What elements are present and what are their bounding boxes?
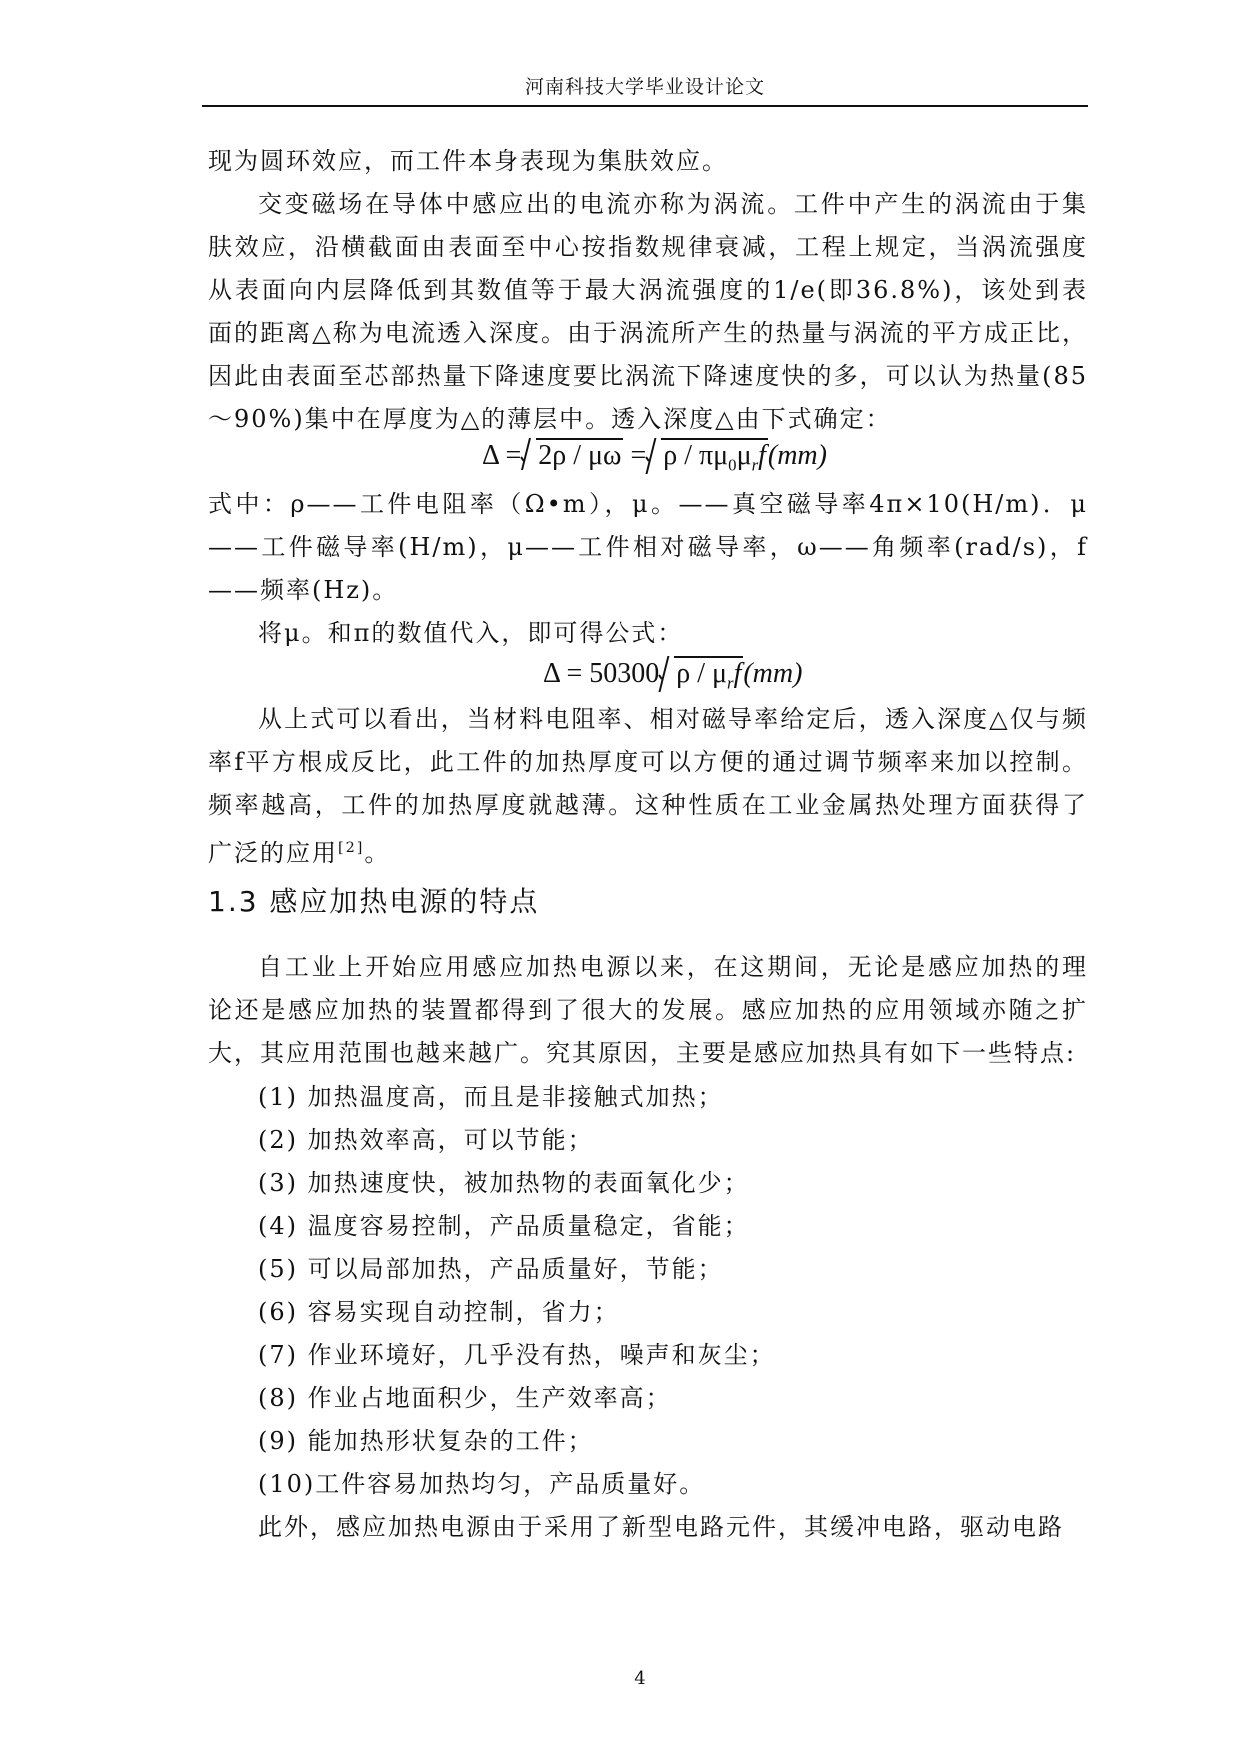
paragraph-eddy-current: 交变磁场在导体中感应出的电流亦称为涡流。工件中产生的涡流由于集肤效应，沿横截面由表面至中心按指数规律衰减，工程上规定，当涡流强度从表面向内层降低到其数值等于最大涡流强度的1/e(即36.8%)，该处到表面的距离△称为电流透入深度。由于涡流所产生的热量与涡流的平方成正比，因此由表面至芯部热量下降速度要比涡流下降速度快的多，可以认为热量(85～90%)集中在厚度为△的薄层中。透入深度△由下式确定： bbox=[208, 190, 1088, 433]
citation-ref: [2] bbox=[338, 840, 365, 856]
page-header: 河南科技大学毕业设计论文 bbox=[202, 72, 1088, 107]
features-list bbox=[258, 1076, 776, 1506]
paragraph-continuation: 现为圆环效应，而工件本身表现为集肤效应。 bbox=[208, 147, 728, 175]
formula-equals: = bbox=[505, 440, 522, 471]
formula-radicand-1: 2ρ / μω bbox=[538, 440, 622, 471]
page-number: 4 bbox=[634, 1668, 646, 1689]
formula2-lead: Δ = 50300 bbox=[543, 658, 660, 689]
list-item: (9) 能加热形状复杂的工件； bbox=[258, 1427, 594, 1455]
list-item: (3) 加热速度快，被加热物的表面氧化少； bbox=[258, 1169, 750, 1197]
sqrt-symbol-3 bbox=[659, 658, 743, 694]
list-item: (4) 温度容易控制，产品质量稳定，省能； bbox=[258, 1212, 750, 1240]
formula-simplified bbox=[543, 658, 802, 694]
paragraph-frequency-relation: 从上式可以看出，当材料电阻率、相对磁导率给定后，透入深度△仅与频率f平方根成反比，此工件的加热厚度可以方便的通过调节频率来加以控制。频率越高，工件的加热厚度就越薄。这种性质在工业金属热处理方面获得了广泛的应用[2]。 bbox=[208, 705, 1088, 867]
formula-radicand-2: ρ / $\pi\mu_0\mu_rf$ bbox=[663, 440, 766, 475]
sqrt-symbol-2 bbox=[646, 440, 768, 476]
formula-equals-2: = bbox=[630, 440, 647, 471]
formula-unit: (mm) bbox=[767, 440, 827, 471]
formula-penetration-depth bbox=[482, 440, 827, 476]
list-item: (2) 加热效率高，可以节能； bbox=[258, 1126, 594, 1154]
paragraph-induction-features-intro: 自工业上开始应用感应加热电源以来，在这期间，无论是感应加热的理论还是感应加热的装置都得到了很大的发展。感应加热的应用领域亦随之扩大，其应用范围也越来越广。究其原因，主要是感应加热具有如下一些特点: bbox=[208, 953, 1088, 1067]
list-item: (10)工件容易加热均匀，产品质量好。 bbox=[258, 1470, 706, 1498]
sqrt-symbol bbox=[521, 440, 623, 472]
formula2-radicand: ρ / $\mu_rf$ bbox=[676, 658, 742, 693]
formula-delta: Δ bbox=[482, 440, 499, 471]
list-item: (6) 容易实现自动控制，省力； bbox=[258, 1298, 620, 1326]
paragraph-substitute: 将μ。和π的数值代入，即可得公式： bbox=[258, 619, 684, 647]
paragraph-closing: 此外，感应加热电源由于采用了新型电路元件，其缓冲电路，驱动电路 bbox=[258, 1513, 1064, 1541]
section-heading: 1.3 感应加热电源的特点 bbox=[208, 885, 540, 918]
paragraph-symbol-definitions: 式中：ρ——工件电阻率（Ω•m），μ。——真空磁导率4π×10(H/m)．μ——工件磁导率(H/m)，μ——工件相对磁导率，ω——角频率(rad/s)，f——频率(Hz)。 bbox=[208, 490, 1088, 604]
list-item: (1) 加热温度高，而且是非接触式加热； bbox=[258, 1083, 724, 1111]
list-item: (8) 作业占地面积少，生产效率高； bbox=[258, 1384, 672, 1412]
formula2-unit: (mm) bbox=[743, 658, 803, 689]
list-item: (7) 作业环境好，几乎没有热，噪声和灰尘； bbox=[258, 1341, 776, 1369]
list-item: (5) 可以局部加热，产品质量好，节能； bbox=[258, 1255, 724, 1283]
